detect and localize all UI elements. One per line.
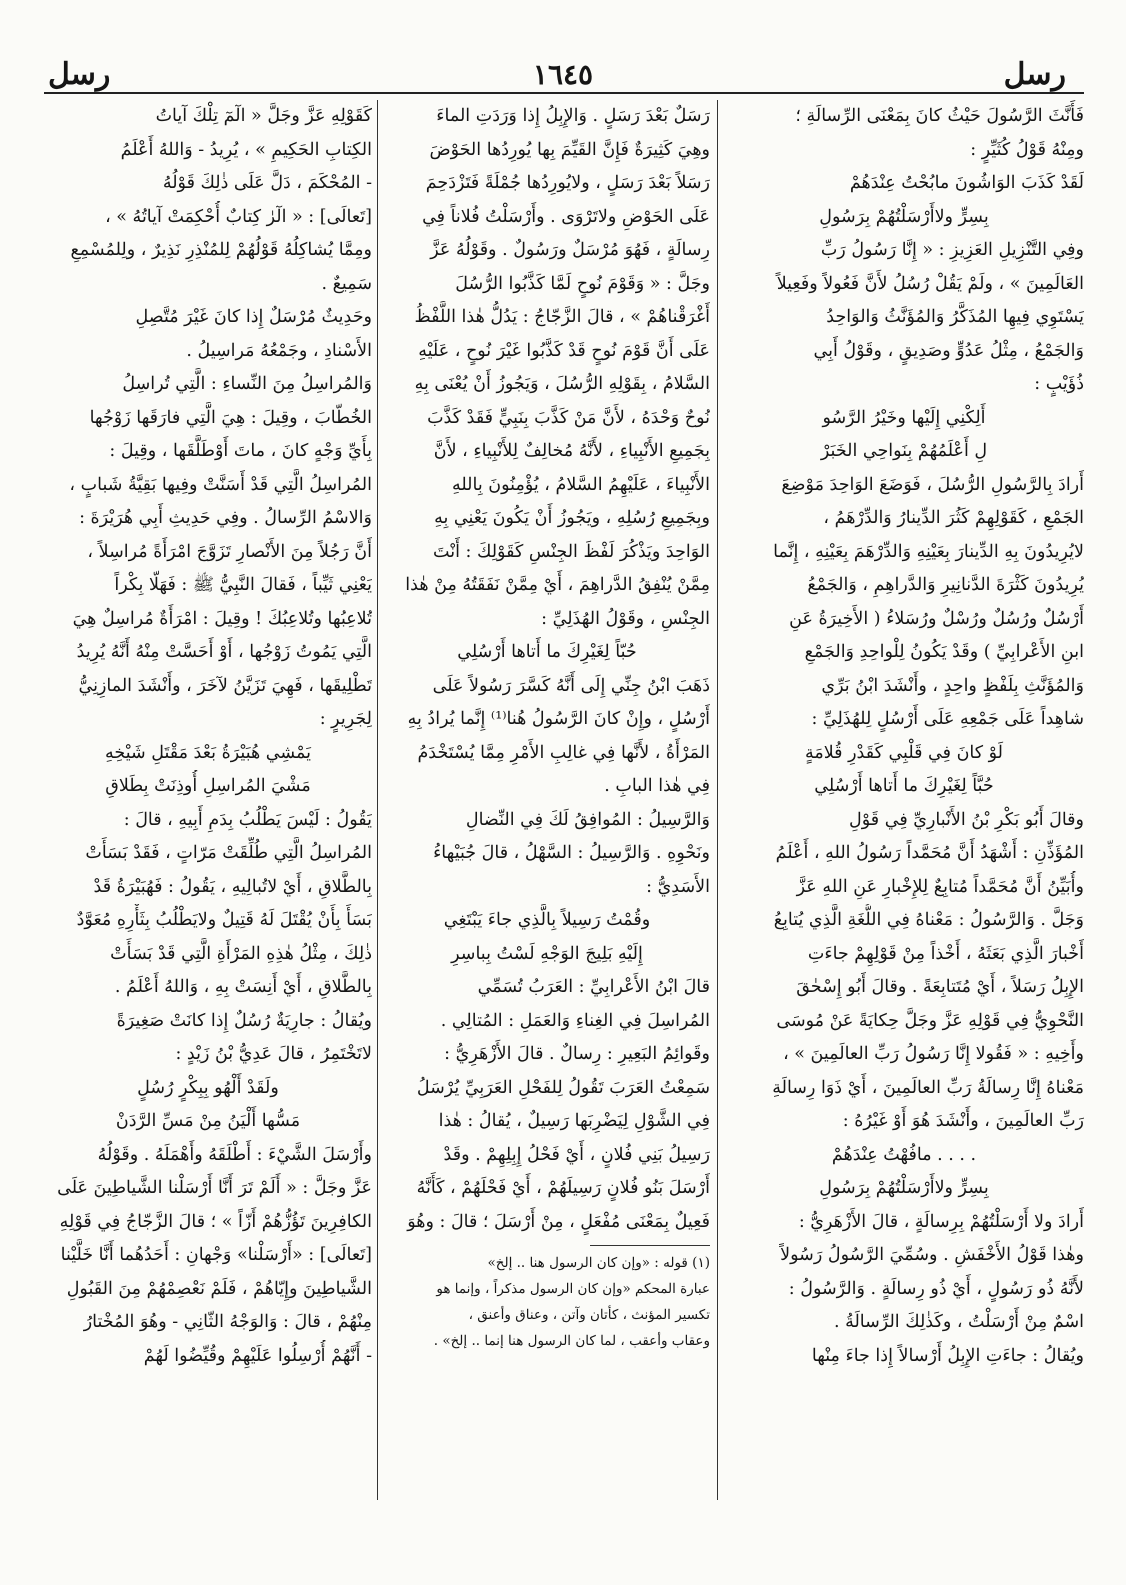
text-line: الشَّياطِينَ وإِيّاهُمْ ، فَلَمْ نَعْصِمْهُمْ مِنَ القَبُولِ	[66, 1278, 372, 1299]
text-line: المُراسِلَ فِي الغِناءِ وَالعَمَلِ : المُتالِي .	[440, 1010, 710, 1031]
text-line: أَخْبارَ الَّذِي بَعَثَهُ ، أَخْذاً مِنْ قَوْلِهِمْ جاءَتِ	[807, 943, 1084, 964]
text-line: أَرْسُلٌ ورُسُلٌ ورُسْلٌ ورُسَلاءُ ( الأَخِيرَةُ عَنِ	[789, 608, 1084, 629]
text-line: الجَمْعِ ، كَقَوْلِهِمْ كَثُرَ الدِّينارُ وَالدِّرْهَمُ ،	[823, 508, 1084, 528]
text-line: أَرادَ ولا أَرْسَلْتُهُمْ بِرِسالَةٍ ، قالَ الأَزْهَرِيُّ :	[798, 1211, 1084, 1232]
text-line: النَّحْوِيُّ فِي قَوْلِهِ عَزَّ وجَلَّ حِكايَةً عَنْ مُوسَى	[776, 1010, 1084, 1031]
text-line: مَسُّها أَلْيَنُ مِنْ مَسِّ الرَّدَنْ	[115, 1111, 301, 1131]
text-line: فِي هٰذا البابِ .	[604, 776, 710, 796]
text-line: وَالمُراسِلُ مِنَ النِّساءِ : الَّتِي تُراسِلُ	[122, 374, 372, 394]
text-line: المُؤَذِّنِ : أَشْهَدُ أَنَّ مُحَمَّداً رَسُولُ اللهِ ، أَعْلَمُ	[775, 843, 1084, 863]
text-line: فَعِيلٌ بِمَعْنَى مُفْعَلٍ ، مِنْ أَرْسَلَ ؛ قالَ : وهُوَ	[407, 1211, 710, 1232]
text-line: الكِتابِ الحَكِيمِ » ، يُرِيدُ - وَاللهُ أَعْلَمُ	[120, 139, 372, 160]
footnote-rule	[590, 1245, 710, 1246]
text-line: بَسَأَ بِأَنْ يُقْتَلَ لَهُ قَتِيلٌ ولايَطْلُبُ بِثَأْرِهِ مُعَوَّدٌ	[76, 910, 372, 930]
text-line: لاتَخْتَمِرُ ، قالَ عَدِيُّ بْنُ زَيْدٍ :	[175, 1044, 372, 1064]
text-line: وبِجَمِيعِ رُسُلِهِ ، ويَجُوزُ أَنْ يَكُونَ يَعْنِي بِهِ	[434, 508, 710, 528]
text-line: ذَهَبَ ابْنُ جِنِّي إِلَى أَنَّهُ كَسَّرَ رَسُولاً عَلَى	[432, 675, 710, 696]
text-line: الَّتِي يَمُوتُ زَوْجُها ، أَوْ أَحَسَّتْ مِنْهُ أَنَّهُ يُرِيدُ	[76, 642, 372, 662]
text-line: ومِمَّا يُشاكِلُهُ قَوْلُهُمْ لِلمُنْذِرِ نَذِيرٌ ، ولِلمُسْمِعِ	[70, 240, 372, 260]
text-line: فِي الشَّوْلِ لِيَضْرِبَها رَسِيلٌ ، يُقالُ : هٰذا	[438, 1111, 710, 1131]
text-line: الإِبِلُ رَسَلاً ، أَيْ مُتَتابِعَةً . وقالَ أَبُو إِسْحٰقَ	[796, 977, 1084, 997]
text-line: المَرْأَةُ ، لأَنَّها فِي غالِبِ الأَمْرِ مِمَّا يُسْتَخْدَمُ	[417, 742, 710, 763]
text-line: الجِنْسِ ، وقَوْلُ الهُذَلِيِّ :	[541, 608, 710, 629]
text-line: مِمَّنْ يُنْفِقُ الدَّراهِمَ ، أَيْ مِمَّنْ نَفَقَتُهُ مِنْ هٰذا	[405, 575, 710, 595]
text-line: وَالرَّسِيلُ : المُوافِقُ لَكَ فِي النِّضالِ	[465, 809, 710, 830]
text-line: يَسْتَوِي فِيهِا المُذَكَّرُ وَالمُؤَنَّثُ وَالوَاحِدُ	[826, 307, 1084, 327]
text-line: رَسَلٌ بَعْدَ رَسَلٍ . وَالإِبِلُ إِذا وَرَدَتِ الماءَ	[436, 106, 710, 126]
text-line: أَلِكْنِي إِلَيْها وخَيْرُ الرَّسُو	[822, 407, 986, 428]
text-line: مِنْهُمْ ، قالَ : وَالوَجْهُ الثّانِي - وهُوَ المُخْتارُ	[83, 1312, 372, 1332]
footnote-line: تكسير المؤنث ، كأتان وآتن ، وعناق وأعنق ،	[468, 1307, 710, 1323]
text-line: يَقُولُ : لَيْسَ يَطْلُبُ بِدَمِ أَبِيهِ ، قالَ :	[123, 809, 372, 830]
text-line: يَمْشِي هُبَيْرَةُ بَعْدَ مَقْتَلِ شَيْخِهِ	[105, 742, 311, 763]
text-line: الكافِرِينَ تَؤُزُّهُمْ أَزّاً » ؛ قالَ الزَّجّاجُ فِي قَوْلِهِ	[59, 1211, 372, 1232]
text-column-left	[44, 100, 372, 1480]
page-header	[0, 55, 1126, 105]
text-line: ابنِ الأَعْرابِيِّ ) وقَدْ يَكُونُ لِلْواحِدِ وَالجَمْعِ	[804, 642, 1084, 662]
column-divider	[717, 100, 718, 1500]
text-line: وأَخِيهِ : « فَقُولا إِنَّا رَسُولُ رَبِّ العالَمِينَ » ،	[783, 1044, 1084, 1064]
text-line: [تَعالَى] : « الٓرٰ كِتابٌ أُحْكِمَتْ آياتُهُ » ،	[105, 206, 372, 227]
text-line: سَمِيعٌ .	[321, 273, 372, 294]
text-line: وأَرْسَلَ الشَّيْءَ : أَطْلَقَهُ وأَهْمَلَهُ . وقَوْلُهُ	[97, 1144, 372, 1165]
text-line: كَقَوْلِهِ عَزَّ وجَلَّ « الٓمٓ تِلْكَ آياتُ	[155, 106, 372, 126]
text-line: ويُقالُ : جارِيَةٌ رُسُلٌ إِذا كانَتْ صَغِيرَةً	[116, 1010, 372, 1031]
text-line: وهٰذا قَوْلُ الأَخْفَشِ . وسُمِّيَ الرَّسُولُ رَسُولاً	[780, 1245, 1084, 1265]
page-number: ١٦٤٥	[532, 58, 594, 91]
text-line: السَّلامُ ، بِقَوْلِهِ الرُّسُلَ ، وَيَجُوزُ أَنْ يُعْنَى بِهِ	[414, 374, 710, 394]
text-line: ولَقَدْ أَلْهُو بِبِكْرٍ رُسُلٍ	[137, 1077, 279, 1098]
text-line: المُراسِلُ الَّتِي قَدْ أَسَنَّتْ وفِيها بَقِيَّةُ شَبابٍ ،	[69, 474, 372, 495]
text-line: تُلاعِبُها وتُلاعِبُكَ ! وقِيلَ : امْرَأَةٌ مُراسِلٌ هِيَ	[72, 608, 372, 629]
text-line: وقَوائِمُ البَعِيرِ : رِسالٌ . قالَ الأَزْهَرِيُّ :	[444, 1044, 710, 1064]
text-line: الأَنْبِياءَ ، عَلَيْهِمُ السَّلامُ ، يُؤْمِنُونَ بِاللهِ	[452, 474, 710, 495]
text-line: الخُطّابَ ، وقِيلَ : هِيَ الَّتِي فارَقَها زَوْجُها	[89, 407, 372, 428]
text-line: لِ أَعْلَمُهُمْ بِنَواحِي الخَبَرْ	[820, 441, 988, 461]
text-line: ونَحْوِهِ . وَالرَّسِيلُ : السَّهْلُ ، قالَ جُبَيْهاءُ	[433, 843, 710, 863]
text-line: اسْمٌ مِنْ أَرْسَلْتُ ، وكَذٰلِكَ الرِّسالَةُ .	[833, 1312, 1084, 1332]
text-line: - أَنَّهُمْ أُرْسِلُوا عَلَيْهِمْ وقُيِّضُوا لَهُمْ	[143, 1345, 372, 1366]
footnote-line: وعقاب وأعقب ، لما كان الرسول هنا إنما .. إلخ» .	[433, 1333, 710, 1349]
text-line: لَوْ كانَ فِي قَلْبِي كَقَدْرِ قُلامَةٍ	[804, 742, 1004, 763]
text-line: المُراسِلُ الَّتِي طُلِّقَتْ مَرّاتٍ ، فَقَدْ بَسَأَتْ	[85, 843, 372, 863]
text-line: حُبَّاً لِغَيْرِكَ ما أَتاها أَرْسُلِي	[814, 776, 994, 796]
text-line: ومِنْهُ قَوْلُ كُثَيِّرٍ :	[970, 139, 1084, 160]
text-line: أَنَّ رَجُلاً مِنَ الأَنْصارِ تَزَوَّجَ امْرَأَةً مُراسِلاً ،	[87, 541, 372, 562]
text-line: الوَاحِدَ ويَذْكُرَ لَفْظَ الجِنْسِ كَقَوْلِكَ : أَنْتَ	[433, 541, 710, 562]
text-line: عَلَى أَنَّ قَوْمَ نُوحٍ قَدْ كَذَّبُوا غَيْرَ نُوحٍ ، عَلَيْهِ	[418, 340, 710, 361]
footnote-line: عبارة المحكم «وإن كان الرسول مذكراً ، وإنما هو	[436, 1281, 710, 1297]
text-line: إِلَيْهِ بَلِيجَ الوَجْهِ لَسْتُ بِباسِرِ	[451, 943, 643, 964]
text-line: عَزَّ وجَلَّ : « أَلَمْ تَرَ أَنَّا أَرْسَلْنا الشَّياطِينَ عَلَى	[57, 1178, 372, 1198]
text-line: يَعْنِي ثَيِّباً ، فَقالَ النَّبِيُّ ﷺ : فَهَلّا بِكْراً	[114, 575, 372, 595]
text-line: وهِيَ كَثِيرَةٌ فَإِنَّ القَيِّمَ بِها يُورِدُها الحَوْضَ	[429, 139, 710, 160]
text-line: وَالاسْمُ الرِّسالُ . وفِي حَدِيثِ أَبِي هُرَيْرَةَ :	[79, 508, 372, 528]
text-column-right	[724, 100, 1084, 1480]
text-line: لأَنَّهُ ذُو رَسُولٍ ، أَيْ ذُو رِسالَةٍ . وَالرَّسُولُ :	[788, 1278, 1084, 1299]
text-line: لايُرِيدُونَ بِهِ الدِّينارَ بِعَيْنِهِ وَالدِّرْهَمَ بِعَيْنِهِ ، إِنَّما	[773, 541, 1084, 562]
text-line: وقُمْتُ رَسِيلاً بِالَّذِي جاءَ يَبْتَغِي	[443, 910, 651, 930]
footnote-line: (١) قوله : «وإن كان الرسول هنا .. إلخ»	[487, 1255, 710, 1271]
text-line: ذٰلِكَ ، مِثْلُ هٰذِهِ المَرْأَةِ الَّتِي قَدْ بَسَأَتْ	[110, 943, 372, 964]
footnote	[384, 1250, 710, 1354]
text-line: بِسِرٍّ ولاأَرْسَلْتُهُمْ بِرَسُولِ	[819, 1178, 989, 1198]
text-line: لِجَرِيرٍ :	[319, 709, 372, 729]
text-line: ذُؤَيْبٍ :	[1034, 374, 1084, 394]
column-divider	[377, 100, 378, 1500]
text-line: أَغْرَقْناهُمْ » ، قالَ الزَّجّاجُ : يَدُلُّ هٰذا اللَّفْظُ	[414, 307, 710, 327]
text-line: رِسالَةٍ ، فَهُوَ مُرْسَلٌ ورَسُولٌ . وقَوْلُهُ عَزَّ	[430, 240, 710, 260]
header-rule	[44, 92, 1084, 94]
text-line: - المُحْكَمَ ، دَلَّ عَلَى ذٰلِكَ قَوْلُهُ	[162, 173, 372, 193]
text-line: سَمِعْتُ العَرَبَ تَقُولُ لِلفَحْلِ العَرَبِيِّ يُرْسَلُ	[416, 1077, 710, 1098]
text-line: بِالطَّلاقِ ، أَيْ لاتُبالِيهِ ، يَقُولُ : فَهُبَيْرَةُ قَدْ	[93, 876, 372, 897]
text-line: رَسِيلُ بَنِي فُلانٍ ، أَيْ فَحْلُ إِبِلِهِمْ . وقَدْ	[443, 1144, 710, 1165]
text-line: وأُبَيِّنُ أَنَّ مُحَمَّداً مُتابِعٌ لِلإِخْبارِ عَنِ اللهِ عَزَّ	[796, 876, 1084, 897]
text-line: وَجَلَّ . وَالرَّسُولُ : مَعْناهُ فِي اللُّغَةِ الَّذِي يُتابِعُ	[773, 910, 1084, 930]
text-line: العَالَمِينَ » ، ولَمْ يَقُلْ رُسُلُ لأَنَّ فَعُولاً وفَعِيلاً	[776, 273, 1084, 294]
text-line: بِجَمِيعِ الأَنْبِياءِ ، لأَنَّهُ مُخالِفٌ لِلأَنْبِياءِ ، لأَنَّ	[433, 441, 710, 461]
middle-column-body	[384, 100, 710, 1239]
text-line: أَرْسُلٍ ، وإِنْ كانَ الرَّسُولُ هُنا⁽¹⁾ إِنَّما يُرادُ بِهِ	[407, 709, 710, 729]
text-line: تَطْلِيقَها ، فَهِيَ تَزَيَّنُ لآخَرَ ، وأَنْشَدَ المازِنِيُّ	[78, 675, 372, 696]
text-line: عَلَى الحَوْضِ ولاتَرْوَى . وأَرْسَلْتُ فُلاناً فِي	[422, 206, 710, 227]
text-line: بِسِرٍّ ولاأَرْسَلْتُهُمْ بِرَسُولِ	[819, 206, 989, 227]
text-line: [تَعالَى] : «أَرْسَلْنا» وَجْهانِ : أَحَدُهُما أَنَّا خَلَّيْنا	[60, 1245, 372, 1265]
text-line: وقالَ أَبُو بَكْرِ بْنُ الأَنْبارِيِّ فِي قَوْلِ	[849, 809, 1084, 830]
text-line: ويُقالُ : جاءَتِ الإِبِلُ أَرْسالاً إِذا جاءَ مِنْها	[811, 1345, 1084, 1366]
header-root-word-left: رسل	[48, 57, 111, 92]
text-line: بِأَيِّ وَجْهٍ كانَ ، ماتَ أَوْطَلَّقَها ، وقِيلَ :	[109, 441, 372, 461]
text-line: وفِي التَّنْزِيلِ العَزِيزِ : « إِنَّا رَسُولُ رَبِّ	[820, 240, 1084, 260]
text-line: الأَسَدِيُّ :	[646, 876, 710, 897]
text-line: فَأَنَّثَ الرَّسُولَ حَيْثُ كانَ بِمَعْنَى الرِّسالَةِ ؛	[795, 106, 1084, 126]
text-line: . . . . مافُهْتُ عِنْدَهُمْ	[831, 1144, 977, 1165]
text-line: بِالطَّلاقِ ، أَيْ أَنِسَتْ بِهِ ، وَاللهُ أَعْلَمُ .	[114, 977, 372, 997]
text-line: وَالجَمْعُ ، مِثْلُ عَدُوٍّ وصَدِيقٍ ، وقَوْلُ أَبِي	[813, 340, 1084, 361]
text-line: شاهِداً عَلَى جَمْعِهِ عَلَى أَرْسُلٍ لِلهُذَلِيِّ :	[811, 709, 1084, 729]
text-line: رَبِّ العالَمِينَ ، وأَنْشَدَ هُوَ أَوْ غَيْرُهُ :	[842, 1111, 1084, 1131]
text-line: مَعْناهُ إِنَّا رِسالَةُ رَبِّ العالَمِينَ ، أَيْ ذَوَا رِسالَةِ	[772, 1077, 1084, 1098]
text-line: أَرْسَلَ بَنُو فُلانٍ رَسِيلَهُمْ ، أَيْ فَحْلَهُمْ ، كَأَنَّهُ	[416, 1178, 710, 1198]
header-root-word-right: رسل	[1003, 57, 1066, 92]
text-line: لَقَدْ كَذَبَ الوَاشُونَ مابُحْتُ عِنْدَهُمْ	[849, 173, 1084, 193]
text-line: قالَ ابْنُ الأَعْرابِيِّ : العَرَبُ تُسَمِّي	[477, 977, 710, 997]
text-line: رَسَلاً بَعْدَ رَسَلٍ ، ولايُورِدُها جُمْلَةً فَتَزْدَحِمَ	[425, 173, 710, 193]
text-line: حُبّاً لِغَيْرِكَ ما أَتاها أَرْسُلِي	[457, 642, 637, 662]
text-line: وَالمُؤَنَّثِ بِلَفْظٍ واحِدٍ ، وأَنْشَدَ ابْنُ بَرِّي	[821, 675, 1084, 696]
text-column-middle	[384, 100, 710, 1480]
text-line: الأَسْنادِ ، وجَمْعُهُ مَراسِيلُ .	[186, 340, 372, 361]
text-line: أَرادَ بِالرَّسُولِ الرُّسُلَ ، فَوَضَعَ الوَاحِدَ مَوْضِعَ	[781, 474, 1084, 495]
text-line: مَشْيَ المُراسِلِ أُوذِنَتْ بِطَلاقِ	[105, 776, 311, 796]
text-line: وحَدِيثٌ مُرْسَلٌ إِذا كانَ غَيْرَ مُتَّصِلِ	[135, 307, 372, 327]
text-line: نُوحٌ وَحْدَهُ ، لأَنَّ مَنْ كَذَّبَ بِنَبِيٍّ فَقَدْ كَذَّبَ	[427, 407, 710, 428]
text-line: يُرِيدُونَ كَثْرَةَ الدَّنانِيرِ وَالدَّراهِمِ ، وَالجَمْعُ	[807, 575, 1084, 595]
text-line: وجَلَّ : « وَقَوْمَ نُوحٍ لَمَّا كَذَّبُوا الرُّسُلَ	[455, 273, 710, 294]
